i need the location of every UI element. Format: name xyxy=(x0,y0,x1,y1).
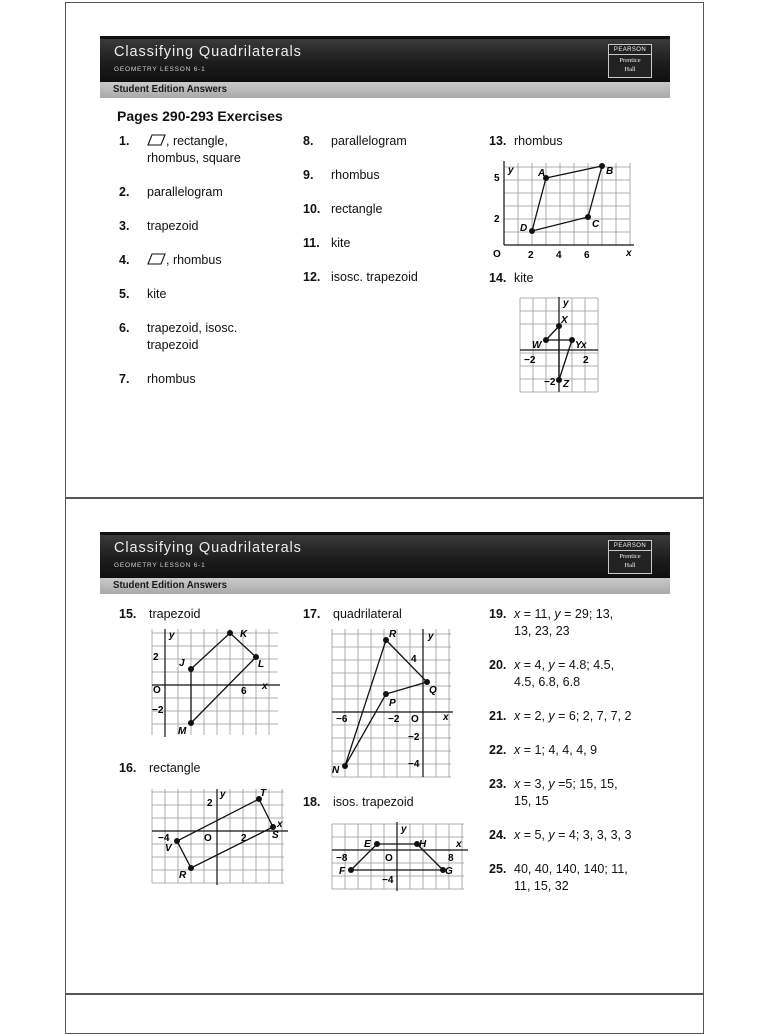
band-label: Student Edition Answers xyxy=(113,579,227,591)
point-label: W xyxy=(532,340,542,351)
x-axis-label: x xyxy=(626,248,632,259)
answer-15: 15. trapezoid xyxy=(119,607,201,621)
point-b xyxy=(599,163,605,169)
point-label: J xyxy=(179,658,185,669)
point-label: E xyxy=(364,839,371,850)
origin-label: O xyxy=(411,714,419,725)
x-tick-label: 8 xyxy=(448,853,454,864)
figure-13-svg xyxy=(486,159,636,259)
point-label: M xyxy=(178,726,187,737)
x-axis-label: x xyxy=(443,712,449,723)
answer-11: 11. kite xyxy=(303,236,351,250)
band-label: Student Edition Answers xyxy=(113,83,227,95)
origin-label: O xyxy=(204,833,212,844)
point-label: D xyxy=(520,223,528,234)
x-axis-label: x xyxy=(581,340,587,351)
point-label: N xyxy=(332,765,340,776)
answer-13: 13. rhombus xyxy=(489,134,563,148)
point-label: P xyxy=(389,698,396,709)
figure-17-graph xyxy=(330,627,455,784)
x-tick-label: 6 xyxy=(584,250,590,259)
answer-1: 1. , rectangle, rhombus, square xyxy=(119,134,241,165)
answer-3: 3. trapezoid xyxy=(119,219,199,233)
header-bar xyxy=(100,36,670,82)
point-e xyxy=(374,841,380,847)
answer-14: 14. kite xyxy=(489,271,534,285)
x-tick-label: −2 xyxy=(524,355,536,366)
point-label: Z xyxy=(563,379,570,390)
point-label: Y xyxy=(575,340,582,351)
y-tick-label: −2 xyxy=(408,732,420,743)
answer-24: 24. x = 5, y = 4; 3, 3, 3, 3 xyxy=(489,828,632,842)
point-label: C xyxy=(592,219,600,230)
point-j xyxy=(188,666,194,672)
answer-16: 16. rectangle xyxy=(119,761,201,775)
y-axis-label: y xyxy=(169,630,175,641)
x-tick-label: 2 xyxy=(583,355,589,366)
publisher-logo: PEARSON Prentice Hall xyxy=(608,540,652,574)
x-tick-label: −2 xyxy=(388,714,400,725)
header-title: Classifying Quadrilaterals xyxy=(114,44,302,60)
answer-19: 19. x = 11, y = 29; 13, 13, 23, 23 xyxy=(489,607,614,638)
x-axis-label: x xyxy=(277,819,283,830)
point-d xyxy=(529,228,535,234)
publisher-logo: PEARSON Prentice Hall xyxy=(608,44,652,78)
point-n xyxy=(342,763,348,769)
x-axis-label: x xyxy=(262,681,268,692)
origin-label: O xyxy=(385,853,393,864)
point-label: V xyxy=(165,843,172,854)
point-label: T xyxy=(260,788,267,799)
parallelogram-icon xyxy=(147,134,166,146)
y-axis-label: y xyxy=(220,789,226,800)
figure-16-svg xyxy=(150,787,290,887)
answer-17: 17. quadrilateral xyxy=(303,607,402,621)
point-k xyxy=(227,630,233,636)
point-label: Q xyxy=(429,685,437,696)
y-tick-label: −4 xyxy=(408,759,420,770)
point-c xyxy=(585,214,591,220)
figure-16-graph xyxy=(150,787,290,892)
figure-15-svg xyxy=(150,627,282,739)
quadrilateral-jklm xyxy=(191,633,256,723)
grid-lines xyxy=(152,789,284,883)
header-title: Classifying Quadrilaterals xyxy=(114,540,302,556)
point-m xyxy=(188,720,194,726)
y-axis-label: y xyxy=(508,165,514,176)
grid-lines xyxy=(332,824,464,889)
slide-page-3 xyxy=(65,994,704,1034)
x-tick-label: 6 xyxy=(241,686,247,697)
figure-13-graph xyxy=(486,159,636,264)
point-label: S xyxy=(272,830,279,841)
y-axis-label: y xyxy=(563,298,569,309)
answer-25: 25. 40, 40, 140, 140; 11, 11, 15, 32 xyxy=(489,862,628,893)
figure-14-graph xyxy=(518,295,602,400)
answer-10: 10. rectangle xyxy=(303,202,383,216)
answer-8: 8. parallelogram xyxy=(303,134,407,148)
point-f xyxy=(348,867,354,873)
answer-5: 5. kite xyxy=(119,287,167,301)
y-tick-label: −2 xyxy=(544,377,556,388)
point-label: X xyxy=(561,315,568,326)
answer-2: 2. parallelogram xyxy=(119,185,223,199)
answer-4: 4. , rhombus xyxy=(119,253,222,267)
point-label: R xyxy=(389,629,397,640)
answer-7: 7. rhombus xyxy=(119,372,196,386)
figure-18-svg xyxy=(330,821,470,893)
point-z xyxy=(556,377,562,383)
y-tick-label: −2 xyxy=(152,705,164,716)
origin-label: O xyxy=(153,685,161,696)
answer-23: 23. x = 3, y =5; 15, 15, 15, 15 xyxy=(489,777,618,808)
answer-12: 12. isosc. trapezoid xyxy=(303,270,418,284)
x-tick-label: −6 xyxy=(336,714,348,725)
slide-page-1 xyxy=(65,2,704,498)
header-subtitle: GEOMETRY LESSON 6-1 xyxy=(114,66,206,73)
answer-20: 20. x = 4, y = 4.8; 4.5, 4.5, 6.8, 6.8 xyxy=(489,658,615,689)
y-tick-label: 2 xyxy=(207,798,213,809)
point-label: A xyxy=(538,168,546,179)
x-tick-label: 2 xyxy=(528,250,534,259)
point-label: K xyxy=(240,629,248,640)
origin-label: O xyxy=(493,249,501,259)
slide-page-2 xyxy=(65,498,704,994)
point-w xyxy=(543,337,549,343)
answer-6: 6. trapezoid, isosc. trapezoid xyxy=(119,321,238,352)
point-r xyxy=(188,865,194,871)
point-p xyxy=(383,691,389,697)
header-band xyxy=(100,578,670,594)
y-tick-label: 2 xyxy=(494,214,500,225)
point-label: L xyxy=(258,659,265,670)
answer-18: 18. isos. trapezoid xyxy=(303,795,414,809)
answer-22: 22. x = 1; 4, 4, 4, 9 xyxy=(489,743,598,757)
answer-9: 9. rhombus xyxy=(303,168,380,182)
figure-17-svg xyxy=(330,627,455,779)
y-tick-label: 5 xyxy=(494,173,500,184)
grid-lines xyxy=(152,629,278,735)
point-v xyxy=(174,838,180,844)
slide-header xyxy=(100,532,670,596)
y-tick-label: 4 xyxy=(411,654,417,665)
point-label: R xyxy=(179,870,187,881)
y-axis-label: y xyxy=(401,824,407,835)
figure-14-svg xyxy=(518,295,602,395)
x-tick-label: −4 xyxy=(158,833,170,844)
answer-21: 21. x = 2, y = 6; 2, 7, 7, 2 xyxy=(489,709,632,723)
point-label: H xyxy=(419,839,427,850)
exercise-pages-heading: Pages 290-293 Exercises xyxy=(117,108,283,124)
figure-15-graph xyxy=(150,627,282,744)
x-tick-label: 2 xyxy=(241,833,247,844)
x-tick-label: 4 xyxy=(556,250,562,259)
point-label: B xyxy=(606,166,614,177)
y-axis-label: y xyxy=(428,631,434,642)
header-subtitle: GEOMETRY LESSON 6-1 xyxy=(114,562,206,569)
figure-18-graph xyxy=(330,821,470,898)
header-band xyxy=(100,82,670,98)
header-bar xyxy=(100,532,670,578)
y-tick-label: −4 xyxy=(382,875,394,886)
slide-header xyxy=(100,36,670,100)
parallelogram-icon xyxy=(147,253,166,265)
y-tick-label: 2 xyxy=(153,652,159,663)
point-label: G xyxy=(445,866,453,877)
x-tick-label: −8 xyxy=(336,853,348,864)
x-axis-label: x xyxy=(456,839,462,850)
point-label: F xyxy=(339,866,346,877)
